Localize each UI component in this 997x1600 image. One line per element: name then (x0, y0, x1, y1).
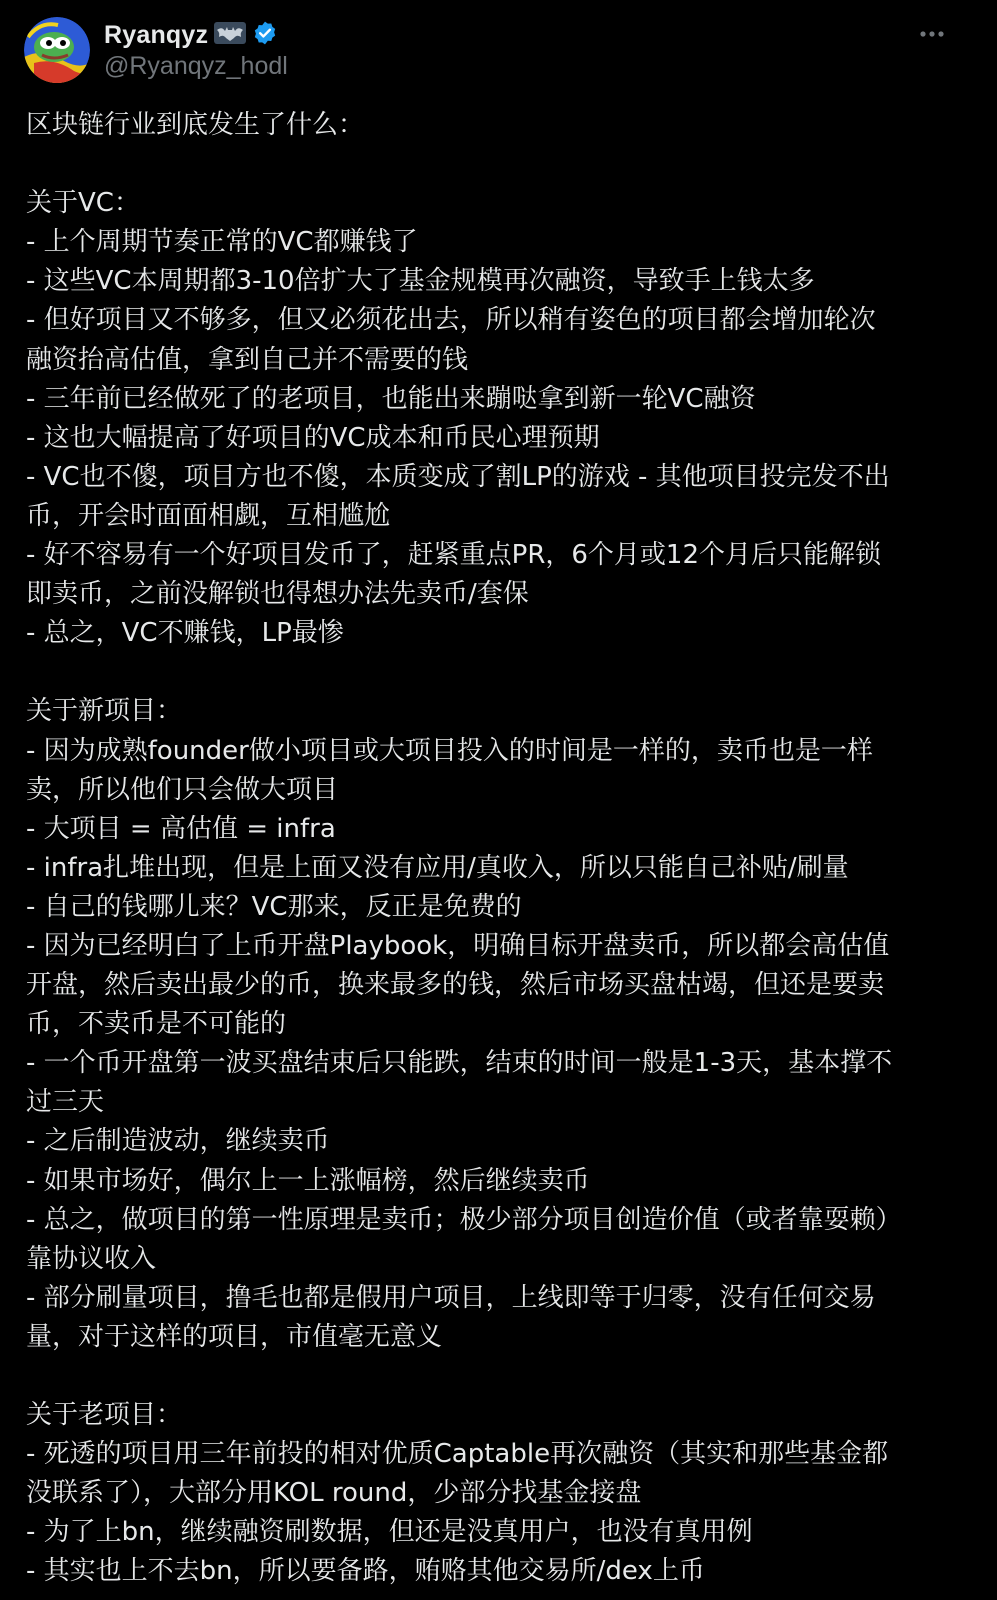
tweet-line (26, 653, 961, 692)
tweet-line: 关于老项目： (26, 1400, 183, 1431)
verified-icon (252, 20, 278, 50)
tweet-line: - VC也不傻，项目方也不傻，本质变成了割LP的游戏 - 其他项目投完发不出 (26, 461, 890, 492)
tweet-text (26, 106, 961, 1592)
tweet-line: - 部分刷量项目，撸毛也都是假用户项目，上线即等于归零，没有任何交易 (26, 1282, 876, 1313)
tweet-line: 币，开会时面面相觑，互相尴尬 (26, 500, 391, 531)
more-options-icon (919, 30, 945, 38)
tweet-line: 区块链行业到底发生了什么： (26, 110, 365, 140)
tweet-line: - 好不容易有一个好项目发币了，赶紧重点PR，6个月或12个月后只能解锁 (26, 540, 882, 571)
tweet-line: - 为了上bn，继续融资刷数据，但还是没真用户，也没有真用例 (26, 1517, 753, 1548)
tweet-line (26, 1357, 961, 1396)
tweet-line: - 因为成熟founder做小项目或大项目投入的时间是一样的，卖币也是一样 (26, 735, 873, 766)
tweet-line: 过三天 (26, 1087, 105, 1118)
more-options-button[interactable] (912, 20, 952, 48)
avatar[interactable] (24, 17, 90, 83)
tweet-line: 即卖币，之前没解锁也得想办法先卖币/套保 (26, 579, 529, 610)
tweet-line: - 其实也上不去bn，所以要备路，贿赂其他交易所/dex上币 (26, 1556, 705, 1587)
tweet-line: - 这些VC本周期都3-10倍扩大了基金规模再次融资，导致手上钱太多 (26, 266, 815, 297)
tweet-line: - 但好项目又不够多，但又必须花出去，所以稍有姿色的项目都会增加轮次 (26, 305, 876, 336)
tweet-line (26, 145, 961, 184)
tweet-line: 没联系了），大部分用KOL round，少部分找基金接盘 (26, 1478, 642, 1509)
tweet-line: - 这也大幅提高了好项目的VC成本和币民心理预期 (26, 422, 600, 453)
author-name-row (104, 18, 278, 52)
tweet-line: - 一个币开盘第一波买盘结束后只能跌，结束的时间一般是1-3天，基本撑不 (26, 1048, 893, 1079)
tweet-line: - infra扎堆出现，但是上面又没有应用/真收入，所以只能自己补贴/刷量 (26, 852, 849, 883)
tweet-line: - 大项目 = 高估值 = infra (26, 813, 336, 844)
tweet-line: 关于VC： (26, 188, 140, 219)
bat-icon (214, 22, 246, 48)
tweet-line: - 总之，做项目的第一性原理是卖币；极少部分项目创造价值（或者靠耍赖） (26, 1204, 902, 1235)
tweet-line: 融资抬高估值，拿到自己并不需要的钱 (26, 344, 469, 375)
tweet-line: - 之后制造波动，继续卖币 (26, 1126, 330, 1157)
tweet-line: 关于新项目： (26, 696, 183, 727)
author-display-name[interactable]: Ryanqyz (104, 20, 209, 49)
tweet-header (0, 0, 997, 100)
tweet-line: - 三年前已经做死了的老项目，也能出来蹦哒拿到新一轮VC融资 (26, 383, 756, 414)
tweet-line: - 上个周期节奏正常的VC都赚钱了 (26, 227, 418, 258)
tweet-line: - 总之，VC不赚钱，LP最惨 (26, 618, 344, 649)
tweet-line: - 因为已经明白了上币开盘Playbook，明确目标开盘卖币，所以都会高估值 (26, 930, 890, 961)
tweet-line: 量，对于这样的项目，市值毫无意义 (26, 1321, 443, 1352)
author-handle[interactable]: @Ryanqyz_hodl (104, 52, 288, 80)
tweet-line: 开盘，然后卖出最少的币，换来最多的钱，然后市场买盘枯竭，但还是要卖 (26, 970, 885, 1001)
tweet-line: 币，不卖币是不可能的 (26, 1009, 287, 1040)
tweet-line: - 如果市场好，偶尔上一上涨幅榜，然后继续卖币 (26, 1165, 590, 1196)
tweet-line: - 自己的钱哪儿来？VC那来，反正是免费的 (26, 891, 522, 922)
tweet-line: 靠协议收入 (26, 1243, 157, 1274)
tweet-line: - 死透的项目用三年前投的相对优质Captable再次融资（其实和那些基金都 (26, 1439, 889, 1470)
tweet-line: 卖，所以他们只会做大项目 (26, 774, 339, 805)
pepe-avatar-icon (24, 17, 90, 83)
